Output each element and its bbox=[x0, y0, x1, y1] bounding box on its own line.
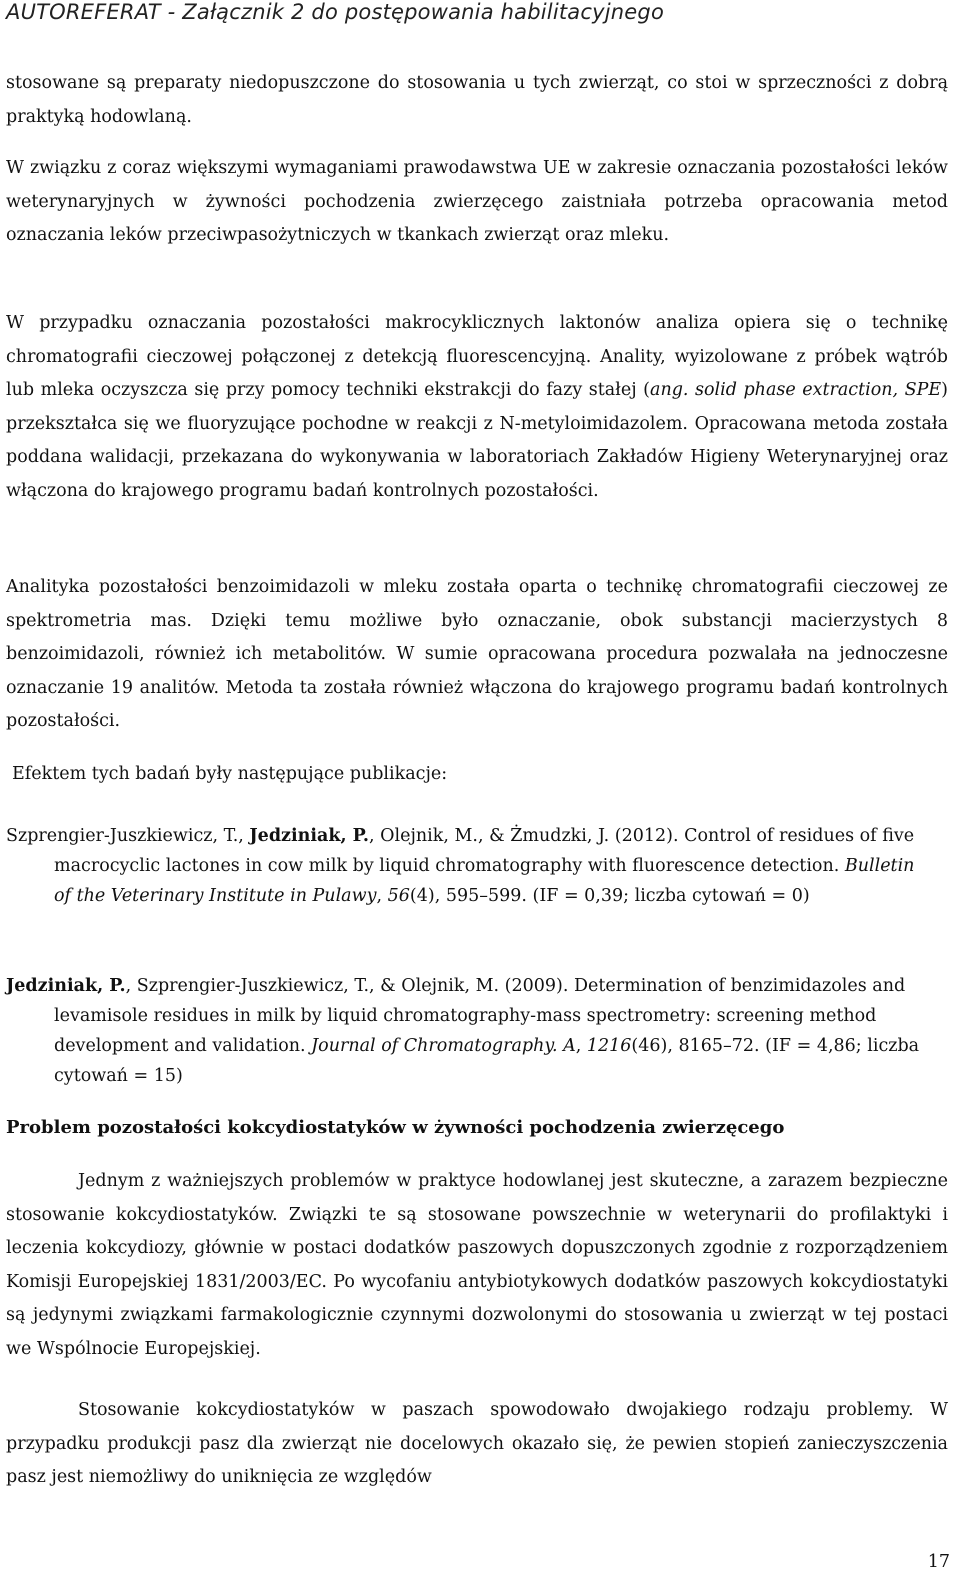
reference-1-author-bold: Jedziniak, P. bbox=[249, 826, 370, 846]
paragraph-3-italic: ang. solid phase extraction, SPE bbox=[650, 380, 942, 400]
paragraph-1: stosowane są preparaty niedopuszczone do stosowania u tych zwierząt, co stoi w sprzeczności z dobrą praktyką hodowlaną. bbox=[6, 73, 948, 127]
section-heading: Problem pozostałości kokcydiostatyków w żywności pochodzenia zwierzęcego bbox=[6, 1117, 785, 1138]
reference-2-details: (46), 8165–72. (IF = 4,86; liczba cytowań = 15) bbox=[54, 1036, 920, 1086]
reference-1-journal: Bulletin of the Veterinary Institute in Pulawy bbox=[54, 856, 915, 906]
paragraph-3-text-a: W przypadku oznaczania pozostałości makrocyklicznych laktonów analiza opiera się o technikę chromatografii cieczowej połączonej z detekcją fluorescencyjną. Anality, wyizolowane z próbek wątrób lub mleka oczyszcza się przy pomocy techniki ekstrakcji do fazy stałej ( bbox=[6, 313, 948, 400]
reference-1-title: , Olejnik, M., & Żmudzki, J. (2012). Control of residues of five macrocyclic lactones in cow milk by liquid chromatography with fluorescence detection. bbox=[54, 826, 915, 876]
paragraph-4: Analityka pozostałości benzoimidazoli w mleku została oparta o technikę chromatografii cieczowej ze spektrometria mas. Dzięki temu możliwe było oznaczanie, obok substancji macierzystych 8 benzoimidazoli, również ich metabolitów. W sumie opracowana procedura pozwalała na jednoczesne oznaczanie 19 analitów. Metoda ta została również włączona do krajowego programu badań kontrolnych pozostałości. bbox=[6, 577, 948, 731]
page-header: AUTOREFERAT - Załącznik 2 do postępowania habilitacyjnego bbox=[6, 0, 664, 24]
paragraph-5: Jednym z ważniejszych problemów w praktyce hodowlanej jest skuteczne, a zarazem bezpieczne stosowanie kokcydiostatyków. Związki te są stosowane powszechnie w weterynarii do profilaktyki i leczenia kokcydiozy, głównie w postaci dodatków paszowych dopuszczonych zgodnie z rozporządzeniem Komisji Europejskiej 1831/2003/EC. Po wycofaniu antybiotykowych dodatków paszowych kokcydiostatyki są jedynymi związkami farmakologicznie czynnymi dozwolonymi do stosowania u zwierząt w tej postaci we Wspólnocie Europejskiej. bbox=[6, 1171, 948, 1359]
reference-1-separator: , bbox=[376, 886, 388, 906]
reference-1 bbox=[6, 821, 926, 911]
reference-1-details: (4), 595–599. (IF = 0,39; liczba cytowań = 0) bbox=[409, 886, 810, 906]
reference-1-authors: Szprengier-Juszkiewicz, T., bbox=[6, 826, 250, 846]
reference-1-volume: 56 bbox=[387, 886, 410, 906]
reference-2-separator: , bbox=[575, 1036, 587, 1056]
paragraph-3 bbox=[6, 307, 948, 508]
reference-2-title: , Szprengier-Juszkiewicz, T., & Olejnik, M. (2009). Determination of benzimidazoles and levamisole residues in milk by liquid chromatography-mass spectrometry: screening method development and validation. bbox=[54, 976, 906, 1056]
reference-2-author-bold: Jedziniak, P. bbox=[6, 976, 126, 996]
reference-2-volume: 1216 bbox=[586, 1036, 632, 1056]
page-number: 17 bbox=[927, 1552, 950, 1572]
reference-2 bbox=[6, 971, 926, 1091]
paragraph-2: W związku z coraz większymi wymaganiami prawodawstwa UE w zakresie oznaczania pozostałości leków weterynaryjnych w żywności pochodzenia zwierzęcego zaistniała potrzeba opracowania metod oznaczania leków przeciwpasożytniczych w tkankach zwierząt oraz mleku. bbox=[6, 158, 948, 245]
publications-intro: Efektem tych badań były następujące publikacje: bbox=[12, 764, 448, 784]
reference-2-journal: Journal of Chromatography. A bbox=[311, 1036, 576, 1056]
paragraph-3-text-b: ) przekształca się we fluoryzujące pochodne w reakcji z N-metyloimidazolem. Opracowana metoda została poddana walidacji, przekazana do wykonywania w laboratoriach Zakładów Higieny Weterynaryjnej oraz włączona do krajowego programu badań kontrolnych pozostałości. bbox=[6, 380, 948, 501]
paragraph-6: Stosowanie kokcydiostatyków w paszach spowodowało dwojakiego rodzaju problemy. W przypadku produkcji pasz dla zwierząt nie docelowych okazało się, że pewien stopień zanieczyszczenia pasz jest niemożliwy do uniknięcia ze względów bbox=[6, 1400, 948, 1487]
